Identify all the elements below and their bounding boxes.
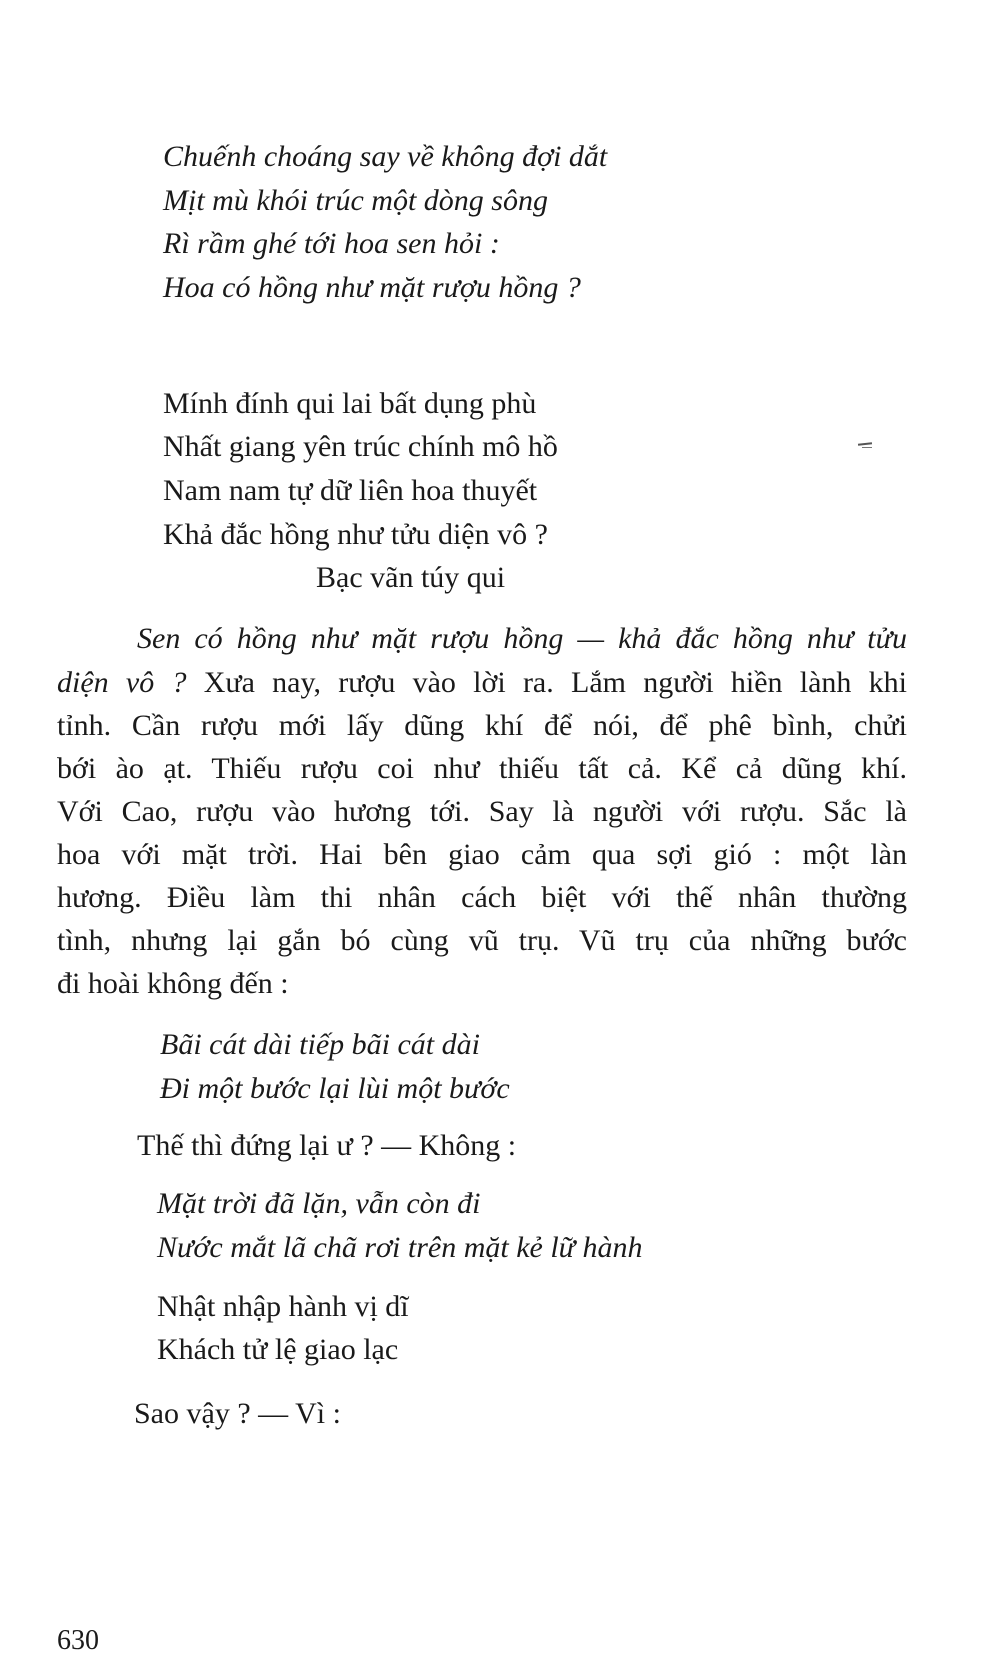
verse-line: Nhật nhập hành vị dĩ bbox=[157, 1290, 409, 1323]
poem-line: Nhất giang yên trúc chính mô hồ bbox=[163, 430, 558, 463]
verse-line: Đi một bước lại lùi một bước bbox=[160, 1072, 510, 1105]
poem-line: Chuếnh choáng say về không đợi dắt bbox=[163, 140, 608, 173]
poem-line: Rì rầm ghé tới hoa sen hỏi : bbox=[163, 227, 500, 260]
poem-line: Mịt mù khói trúc một dòng sông bbox=[163, 184, 548, 217]
verse-line: Mặt trời đã lặn, vẫn còn đi bbox=[157, 1187, 481, 1220]
question-line: Sao vậy ? — Vì : bbox=[134, 1397, 341, 1430]
poem-title: Bạc vãn túy qui bbox=[316, 561, 506, 594]
scan-mark bbox=[858, 442, 872, 445]
verse-line: Bãi cát dài tiếp bãi cát dài bbox=[160, 1028, 480, 1061]
poem-line: Mính đính qui lai bất dụng phù bbox=[163, 387, 537, 420]
paragraph-line: Với Cao, rượu vào hương tới. Say là người với rượu. Sắc là bbox=[57, 795, 907, 828]
paragraph-line: hoa với mặt trời. Hai bên giao cảm qua sợi gió : một làn bbox=[57, 838, 907, 871]
poem-line: Nam nam tự dữ liên hoa thuyết bbox=[163, 474, 538, 507]
paragraph-fragment: diện vô ? bbox=[57, 666, 187, 699]
paragraph-line: đi hoài không đến : bbox=[57, 967, 289, 1000]
paragraph-line: tỉnh. Cần rượu mới lấy dũng khí để nói, để phê bình, chửi bbox=[57, 709, 907, 742]
paragraph-line: Sen có hồng như mặt rượu hồng — khả đắc hồng như tửu bbox=[137, 622, 907, 655]
poem-line: Hoa có hồng như mặt rượu hồng ? bbox=[163, 271, 581, 304]
question-line: Thế thì đứng lại ư ? — Không : bbox=[137, 1129, 517, 1162]
poem-line: Khả đắc hồng như tửu diện vô ? bbox=[163, 518, 548, 551]
paragraph-line: hương. Điều làm thi nhân cách biệt với thế nhân thường bbox=[57, 881, 907, 914]
verse-line: Nước mắt lã chã rơi trên mặt kẻ lữ hành bbox=[157, 1231, 643, 1264]
paragraph-line bbox=[57, 661, 907, 705]
paragraph-line: bới ào ạt. Thiếu rượu coi như thiếu tất cả. Kể cả dũng khí. bbox=[57, 752, 907, 785]
scan-mark bbox=[862, 447, 872, 448]
paragraph-fragment: Xưa nay, rượu vào lời ra. Lắm người hiền lành khi bbox=[186, 666, 908, 699]
paragraph-line: tình, nhưng lại gắn bó cùng vũ trụ. Vũ trụ của những bước bbox=[57, 924, 907, 957]
page-number: 630 bbox=[57, 1625, 99, 1656]
verse-line: Khách tử lệ giao lạc bbox=[157, 1333, 399, 1366]
